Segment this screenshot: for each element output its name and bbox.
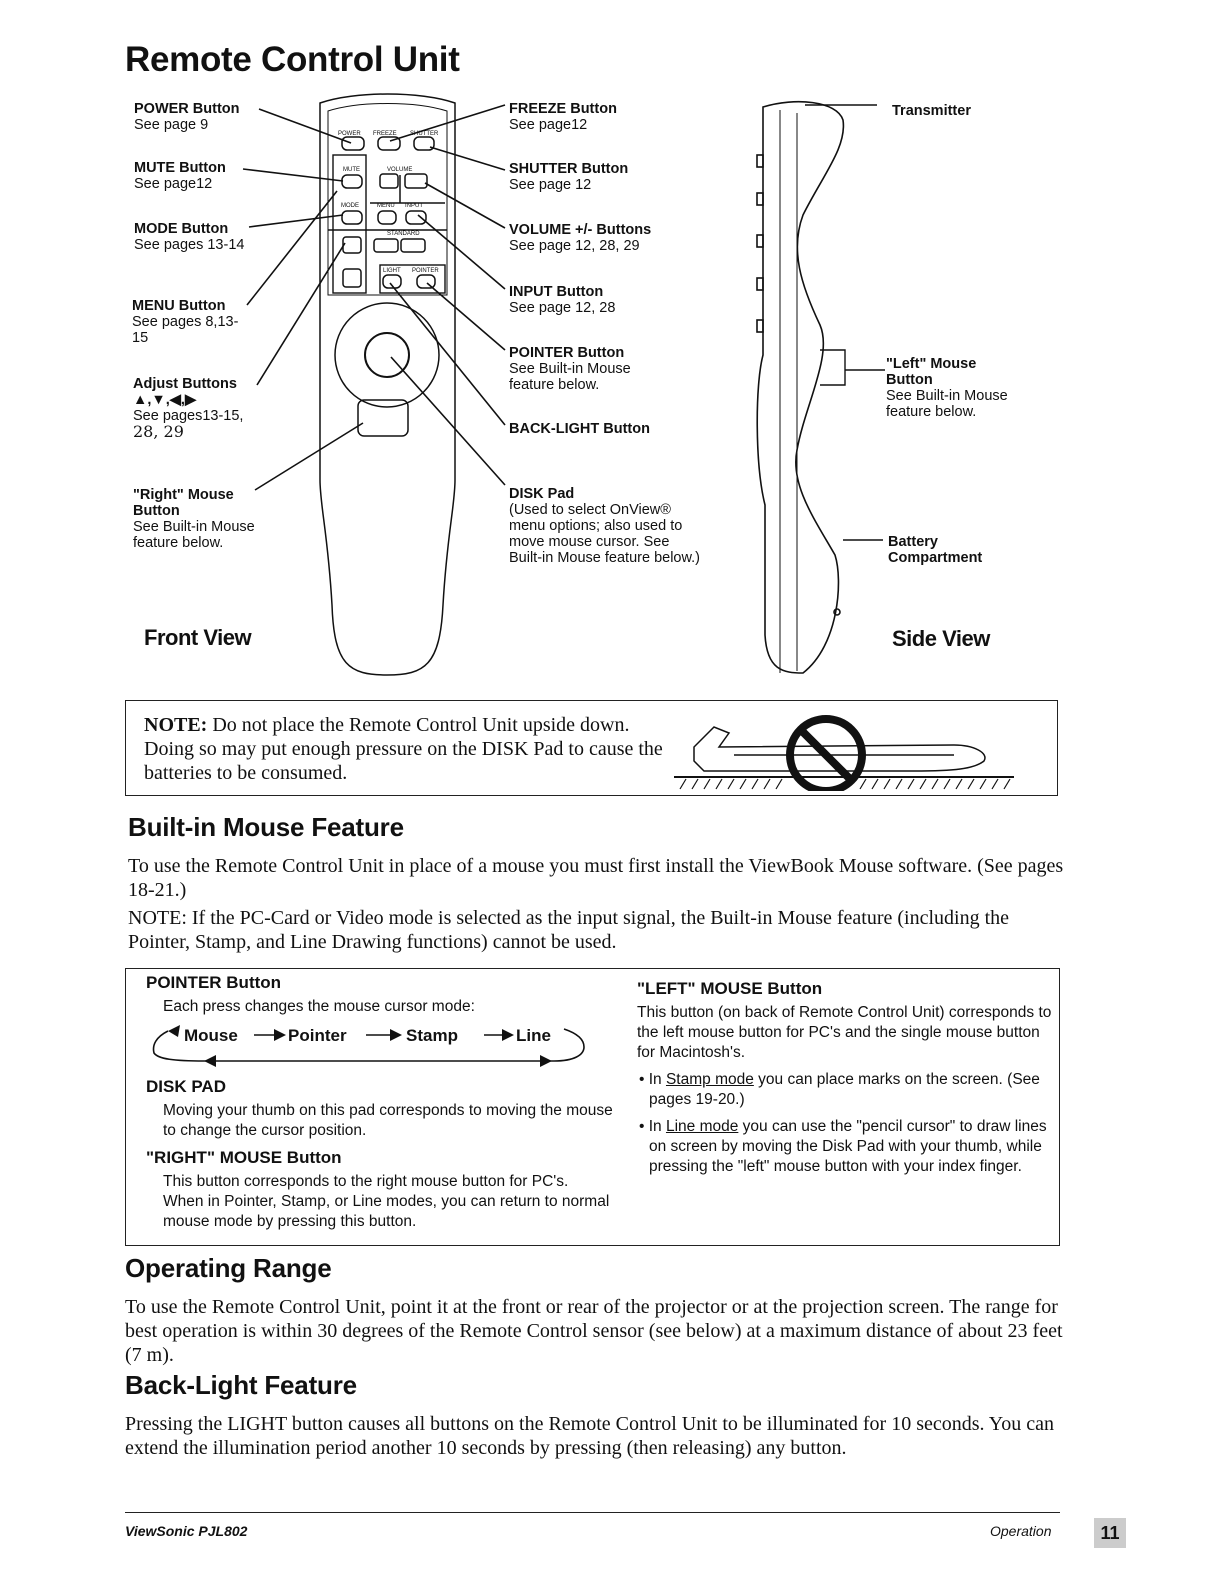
footer-product: ViewSonic PJL802 bbox=[125, 1523, 248, 1539]
right-mouse-text: This button corresponds to the right mouse button for PC's. When in Pointer, Stamp, or Line modes, you can return to normal mouse mode by pressing this button. bbox=[163, 1173, 610, 1230]
power-button-label: POWER Button See page 9 bbox=[134, 101, 240, 133]
note-box bbox=[125, 700, 1058, 796]
freeze-button-label: FREEZE Button See page12 bbox=[509, 101, 617, 133]
mouse-feature-heading: Built-in Mouse Feature bbox=[128, 812, 404, 842]
line-mode-bullet: • In Line mode you can use the "pencil cursor" to draw lines on screen by moving the Disk Pad with your thumb, while pressing the "left" mouse button with your index finger. bbox=[639, 1118, 1047, 1175]
mode-pointer: Pointer bbox=[288, 1026, 347, 1045]
page-number: 11 bbox=[1094, 1518, 1126, 1548]
disk-pad-label: DISK Pad (Used to select OnView® menu options; also used to move mouse cursor. See Built-in Mouse feature below.) bbox=[509, 486, 701, 566]
mute-button-label: MUTE Button See page12 bbox=[134, 160, 226, 192]
page-title: Remote Control Unit bbox=[125, 40, 460, 79]
left-mouse-button-label: "Left" Mouse Button See Built-in Mouse feature below. bbox=[886, 356, 1008, 420]
key-mute: MUTE bbox=[343, 167, 360, 173]
footer-rule bbox=[125, 1512, 1060, 1513]
upside-down-warning-illustration bbox=[674, 709, 1014, 791]
key-shutter: SHUTTER bbox=[410, 131, 439, 137]
mode-stamp: Stamp bbox=[406, 1026, 458, 1045]
menu-button-label: MENU Button See pages 8,13- 15 bbox=[132, 298, 239, 346]
front-view-diagram bbox=[125, 85, 745, 685]
mouse-modes-box bbox=[125, 968, 1060, 1246]
operating-range-text: To use the Remote Control Unit, point it at the front or rear of the projector or at the projection screen. The range for best operation is within 30 degrees of the Remote Control sensor (see below) at a maximum distance of about 23 feet (7 m). bbox=[125, 1296, 1063, 1366]
key-standard: STANDARD bbox=[387, 231, 420, 237]
back-light-button-label: BACK-LIGHT Button bbox=[509, 421, 650, 437]
key-mode: MODE bbox=[341, 203, 359, 209]
key-power: POWER bbox=[338, 131, 361, 137]
right-mouse-heading: "RIGHT" MOUSE Button bbox=[146, 1148, 342, 1167]
side-view-caption: Side View bbox=[892, 626, 990, 651]
key-input: INPUT bbox=[405, 203, 423, 209]
adjust-buttons-label: Adjust Buttons ▲,▼,◀,▶ See pages13-15, 28, 29 bbox=[133, 376, 244, 441]
mode-cycle-diagram bbox=[144, 1019, 604, 1069]
backlight-heading: Back-Light Feature bbox=[125, 1370, 357, 1400]
mode-mouse: Mouse bbox=[184, 1026, 238, 1045]
stamp-mode-bullet: • In Stamp mode you can place marks on the screen. (See pages 19-20.) bbox=[639, 1071, 1040, 1108]
pointer-text: Each press changes the mouse cursor mode: bbox=[163, 998, 475, 1015]
front-view-caption: Front View bbox=[144, 625, 252, 650]
key-volume: VOLUME bbox=[387, 167, 413, 173]
backlight-text: Pressing the LIGHT button causes all buttons on the Remote Control Unit to be illuminated for 10 seconds. You can extend the illumination period another 10 seconds by pressing (then releasing) any button. bbox=[125, 1413, 1054, 1459]
disk-pad-text: Moving your thumb on this pad corresponds to moving the mouse to change the cursor position. bbox=[163, 1102, 613, 1139]
shutter-button-label: SHUTTER Button See page 12 bbox=[509, 161, 629, 193]
footer-section: Operation bbox=[990, 1523, 1052, 1539]
mode-line: Line bbox=[516, 1026, 551, 1045]
mode-button-label: MODE Button See pages 13-14 bbox=[134, 221, 245, 253]
right-mouse-button-label: "Right" Mouse Button See Built-in Mouse feature below. bbox=[133, 487, 255, 551]
battery-compartment-label: Battery Compartment bbox=[888, 534, 983, 566]
note-text: NOTE: Do not place the Remote Control Unit upside down. Doing so may put enough pressure on the DISK Pad to cause the batteries to be consumed. bbox=[144, 714, 663, 784]
mouse-feature-note: NOTE: If the PC-Card or Video mode is selected as the input signal, the Built-in Mouse feature (including the Pointer, Stamp, and Line Drawing functions) cannot be used. bbox=[128, 907, 1010, 953]
key-freeze: FREEZE bbox=[373, 131, 397, 137]
left-mouse-text: This button (on back of Remote Control Unit) corresponds to the left mouse button for PC's and the single mouse button for Macintosh's. bbox=[637, 1004, 1052, 1061]
pointer-heading: POINTER Button bbox=[146, 973, 282, 992]
operating-range-heading: Operating Range bbox=[125, 1253, 332, 1283]
mouse-feature-intro: To use the Remote Control Unit in place of a mouse you must first install the ViewBook Mouse software. (See pages 18-21.) bbox=[128, 855, 1064, 901]
volume-buttons-label: VOLUME +/- Buttons See page 12, 28, 29 bbox=[509, 222, 652, 254]
left-mouse-heading: "LEFT" MOUSE Button bbox=[637, 979, 823, 998]
input-button-label: INPUT Button See page 12, 28 bbox=[509, 284, 616, 316]
transmitter-label: Transmitter bbox=[892, 103, 971, 119]
key-light: LIGHT bbox=[383, 268, 401, 274]
pointer-button-label: POINTER Button See Built-in Mouse feature below. bbox=[509, 345, 631, 393]
key-pointer: POINTER bbox=[412, 268, 439, 274]
disk-pad-heading: DISK PAD bbox=[146, 1077, 226, 1096]
key-menu: MENU bbox=[377, 203, 395, 209]
